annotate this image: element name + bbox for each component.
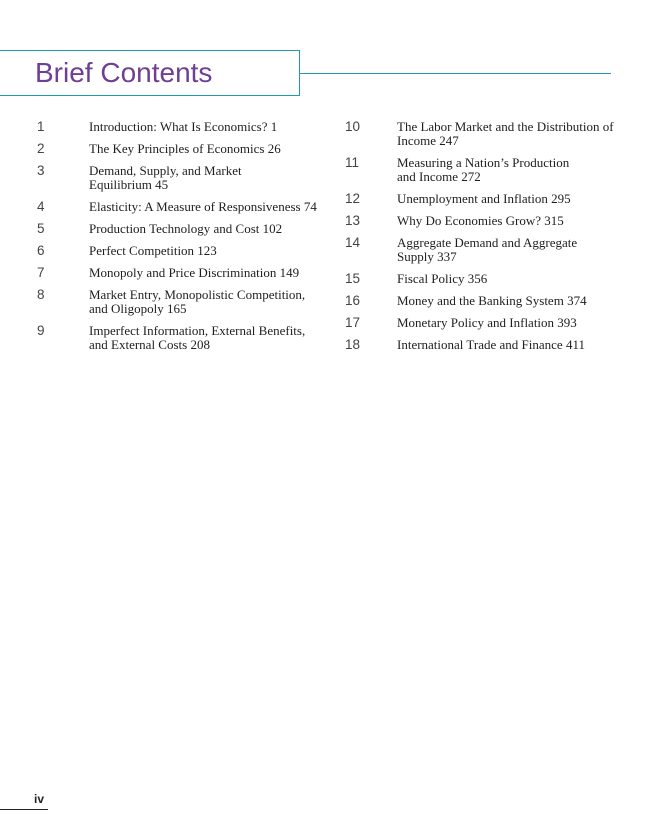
chapter-entry bbox=[345, 294, 625, 308]
chapter-title: Measuring a Nation’s Production and Income 272 bbox=[397, 155, 570, 184]
chapter-entry bbox=[345, 214, 625, 228]
chapter-title: Perfect Competition 123 bbox=[89, 243, 217, 258]
chapter-title: Unemployment and Inflation 295 bbox=[397, 191, 571, 206]
chapter-title: Elasticity: A Measure of Responsiveness 74 bbox=[89, 199, 317, 214]
chapter-number: 18 bbox=[345, 337, 361, 352]
chapter-title: Money and the Banking System 374 bbox=[397, 293, 587, 308]
chapter-title: The Key Principles of Economics 26 bbox=[89, 141, 281, 156]
chapter-number: 8 bbox=[37, 287, 45, 302]
chapter-number: 15 bbox=[345, 271, 361, 286]
chapter-entry bbox=[37, 164, 317, 192]
chapter-entry bbox=[37, 324, 317, 352]
chapter-number: 11 bbox=[345, 155, 360, 170]
chapter-number: 10 bbox=[345, 119, 361, 134]
chapter-title: Demand, Supply, and Market Equilibrium 45 bbox=[89, 163, 242, 192]
chapter-number: 14 bbox=[345, 235, 361, 250]
chapter-entry bbox=[37, 200, 317, 214]
chapter-number: 6 bbox=[37, 243, 45, 258]
chapter-number: 2 bbox=[37, 141, 45, 156]
chapter-title: Monetary Policy and Inflation 393 bbox=[397, 315, 577, 330]
chapter-entry bbox=[345, 120, 625, 148]
chapter-title: Why Do Economies Grow? 315 bbox=[397, 213, 564, 228]
contents-column-right bbox=[345, 120, 625, 360]
chapter-title: Introduction: What Is Economics? 1 bbox=[89, 119, 278, 134]
chapter-title: International Trade and Finance 411 bbox=[397, 337, 585, 352]
chapter-entry bbox=[37, 266, 317, 280]
header-rule bbox=[300, 73, 611, 74]
chapter-number: 12 bbox=[345, 191, 361, 206]
chapter-entry bbox=[345, 156, 625, 184]
chapter-title: Aggregate Demand and Aggregate Supply 337 bbox=[397, 235, 578, 264]
chapter-entry bbox=[37, 222, 317, 236]
chapter-number: 5 bbox=[37, 221, 45, 236]
chapter-number: 9 bbox=[37, 323, 45, 338]
chapter-number: 7 bbox=[37, 265, 45, 280]
chapter-title: Imperfect Information, External Benefits, and External Costs 208 bbox=[89, 323, 306, 352]
chapter-number: 1 bbox=[37, 119, 45, 134]
chapter-entry bbox=[37, 244, 317, 258]
contents-column-left bbox=[37, 120, 317, 360]
chapter-title: Fiscal Policy 356 bbox=[397, 271, 488, 286]
chapter-entry bbox=[345, 338, 625, 352]
chapter-entry bbox=[37, 288, 317, 316]
chapter-number: 17 bbox=[345, 315, 361, 330]
chapter-entry bbox=[345, 272, 625, 286]
chapter-number: 4 bbox=[37, 199, 45, 214]
footer-rule bbox=[0, 809, 48, 810]
chapter-entry bbox=[37, 142, 317, 156]
page-number: iv bbox=[34, 792, 45, 806]
chapter-number: 3 bbox=[37, 163, 45, 178]
page-title: Brief Contents bbox=[35, 57, 213, 88]
chapter-entry bbox=[37, 120, 317, 134]
chapter-title: Market Entry, Monopolistic Competition, and Oligopoly 165 bbox=[89, 287, 306, 316]
chapter-title: The Labor Market and the Distribution of Income 247 bbox=[397, 119, 614, 148]
chapter-title: Monopoly and Price Discrimination 149 bbox=[89, 265, 300, 280]
chapter-title: Production Technology and Cost 102 bbox=[89, 221, 283, 236]
chapter-entry bbox=[345, 192, 625, 206]
chapter-entry bbox=[345, 316, 625, 330]
chapter-entry bbox=[345, 236, 625, 264]
chapter-number: 16 bbox=[345, 293, 361, 308]
chapter-number: 13 bbox=[345, 213, 361, 228]
